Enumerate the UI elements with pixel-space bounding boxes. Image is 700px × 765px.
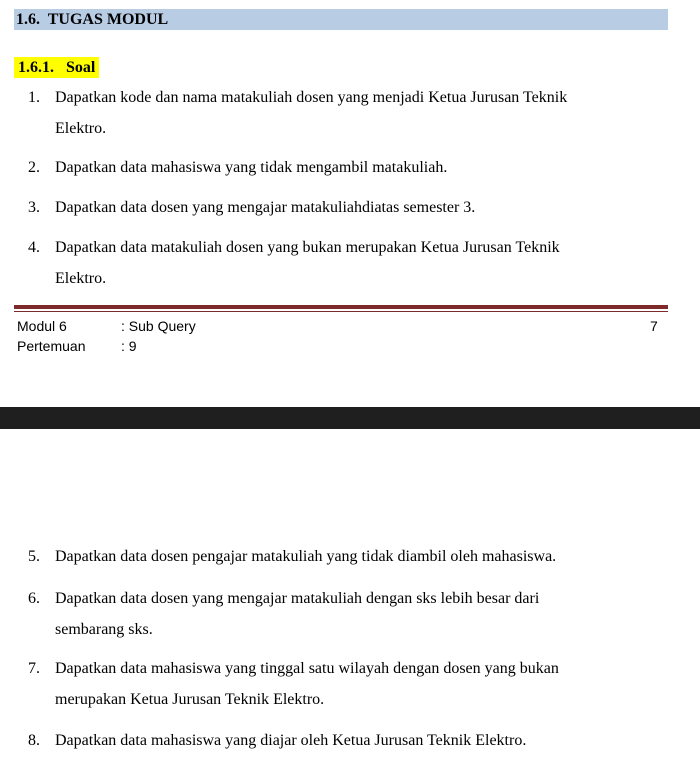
subsection-heading: 1.6.1. Soal bbox=[14, 57, 99, 78]
task-text-line1: Dapatkan kode dan nama matakuliah dosen yang menjadi Ketua Jurusan Teknik bbox=[55, 89, 568, 106]
task-text-line1: Dapatkan data dosen yang mengajar matakuliahdiatas semester 3. bbox=[55, 199, 476, 216]
footer-modul-value: : Sub Query bbox=[121, 318, 196, 334]
section-heading: 1.6. TUGAS MODUL bbox=[16, 11, 169, 28]
task-number: 3. bbox=[28, 199, 40, 216]
task-text-line2: sembarang sks. bbox=[55, 621, 153, 638]
task-text-line1: Dapatkan data mahasiswa yang tinggal satu wilayah dengan dosen yang bukan bbox=[55, 660, 559, 677]
task-text-line2: merupakan Ketua Jurusan Teknik Elektro. bbox=[55, 691, 325, 708]
task-number: 7. bbox=[28, 660, 40, 677]
task-number: 8. bbox=[28, 732, 40, 749]
task-number: 6. bbox=[28, 590, 40, 607]
footer-rule-thick bbox=[14, 305, 668, 309]
footer-page-number: 7 bbox=[650, 318, 658, 334]
footer-pertemuan-label: Pertemuan bbox=[17, 338, 86, 354]
task-number: 1. bbox=[28, 89, 40, 106]
task-text-line2: Elektro. bbox=[55, 270, 107, 287]
task-text-line2: Elektro. bbox=[55, 120, 107, 137]
task-text-line1: Dapatkan data dosen pengajar matakuliah yang tidak diambil oleh mahasiswa. bbox=[55, 548, 557, 565]
task-number: 5. bbox=[28, 548, 40, 565]
task-text-line1: Dapatkan data mahasiswa yang tidak mengambil matakuliah. bbox=[55, 159, 448, 176]
page-separator bbox=[0, 407, 700, 429]
footer-pertemuan-value: : 9 bbox=[121, 338, 137, 354]
task-text-line1: Dapatkan data matakuliah dosen yang bukan merupakan Ketua Jurusan Teknik bbox=[55, 239, 560, 256]
footer-modul-label: Modul 6 bbox=[17, 318, 67, 334]
task-text-line1: Dapatkan data mahasiswa yang diajar oleh Ketua Jurusan Teknik Elektro. bbox=[55, 732, 527, 749]
footer-rule-thin bbox=[14, 311, 668, 312]
task-text-line1: Dapatkan data dosen yang mengajar matakuliah dengan sks lebih besar dari bbox=[55, 590, 540, 607]
task-number: 2. bbox=[28, 159, 40, 176]
task-number: 4. bbox=[28, 239, 40, 256]
